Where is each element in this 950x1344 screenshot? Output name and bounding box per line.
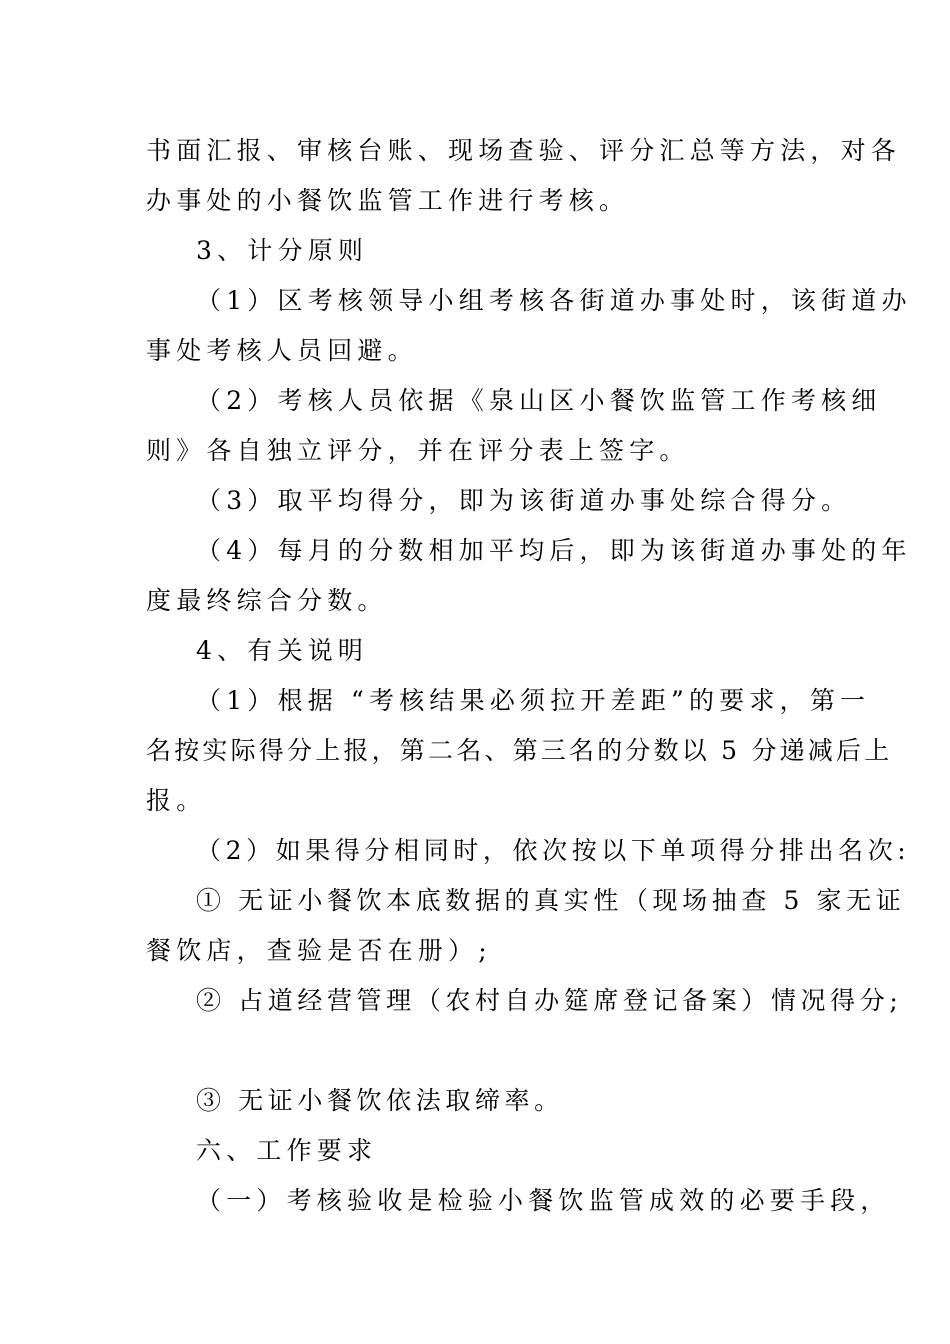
paragraph-line: （1）根据 “考核结果必须拉开差距”的要求，第一 xyxy=(196,686,871,715)
paragraph-line: 名按实际得分上报，第二名、第三名的分数以 5 分递减后上 xyxy=(146,736,893,765)
section-heading: 4、有关说明 xyxy=(196,636,369,665)
paragraph-line: （2）如果得分相同时，依次按以下单项得分排出名次: xyxy=(196,836,911,865)
paragraph-line: 事处考核人员回避。 xyxy=(146,336,418,365)
paragraph-line: 办事处的小餐饮监管工作进行考核。 xyxy=(146,186,630,215)
list-item-continuation: 餐饮店，查验是否在册）; xyxy=(146,936,492,965)
paragraph-line: 书面汇报、审核台账、现场查验、评分汇总等方法，对各 xyxy=(146,136,902,165)
paragraph-line: 则》各自独立评分，并在评分表上签字。 xyxy=(146,436,690,465)
list-item: ① 无证小餐饮本底数据的真实性（现场抽查 5 家无证 xyxy=(196,886,906,915)
paragraph-line: （一）考核验收是检验小餐饮监管成效的必要手段， xyxy=(196,1186,891,1215)
section-heading: 3、计分原则 xyxy=(196,236,369,265)
paragraph-line: （2）考核人员依据《泉山区小餐饮监管工作考核细 xyxy=(196,386,882,415)
section-heading: 六、工作要求 xyxy=(196,1136,378,1165)
list-item: ② 占道经营管理（农村自办筵席登记备案）情况得分; xyxy=(196,986,903,1015)
list-item: ③ 无证小餐饮依法取缔率。 xyxy=(196,1086,564,1115)
paragraph-line: 报。 xyxy=(146,786,207,815)
paragraph-line: （4）每月的分数相加平均后，即为该街道办事处的年 xyxy=(196,536,912,565)
paragraph-line: 度最终综合分数。 xyxy=(146,586,388,615)
paragraph-line: （3）取平均得分，即为该街道办事处综合得分。 xyxy=(196,486,852,515)
paragraph-line: （1）区考核领导小组考核各街道办事处时，该街道办 xyxy=(196,286,912,315)
